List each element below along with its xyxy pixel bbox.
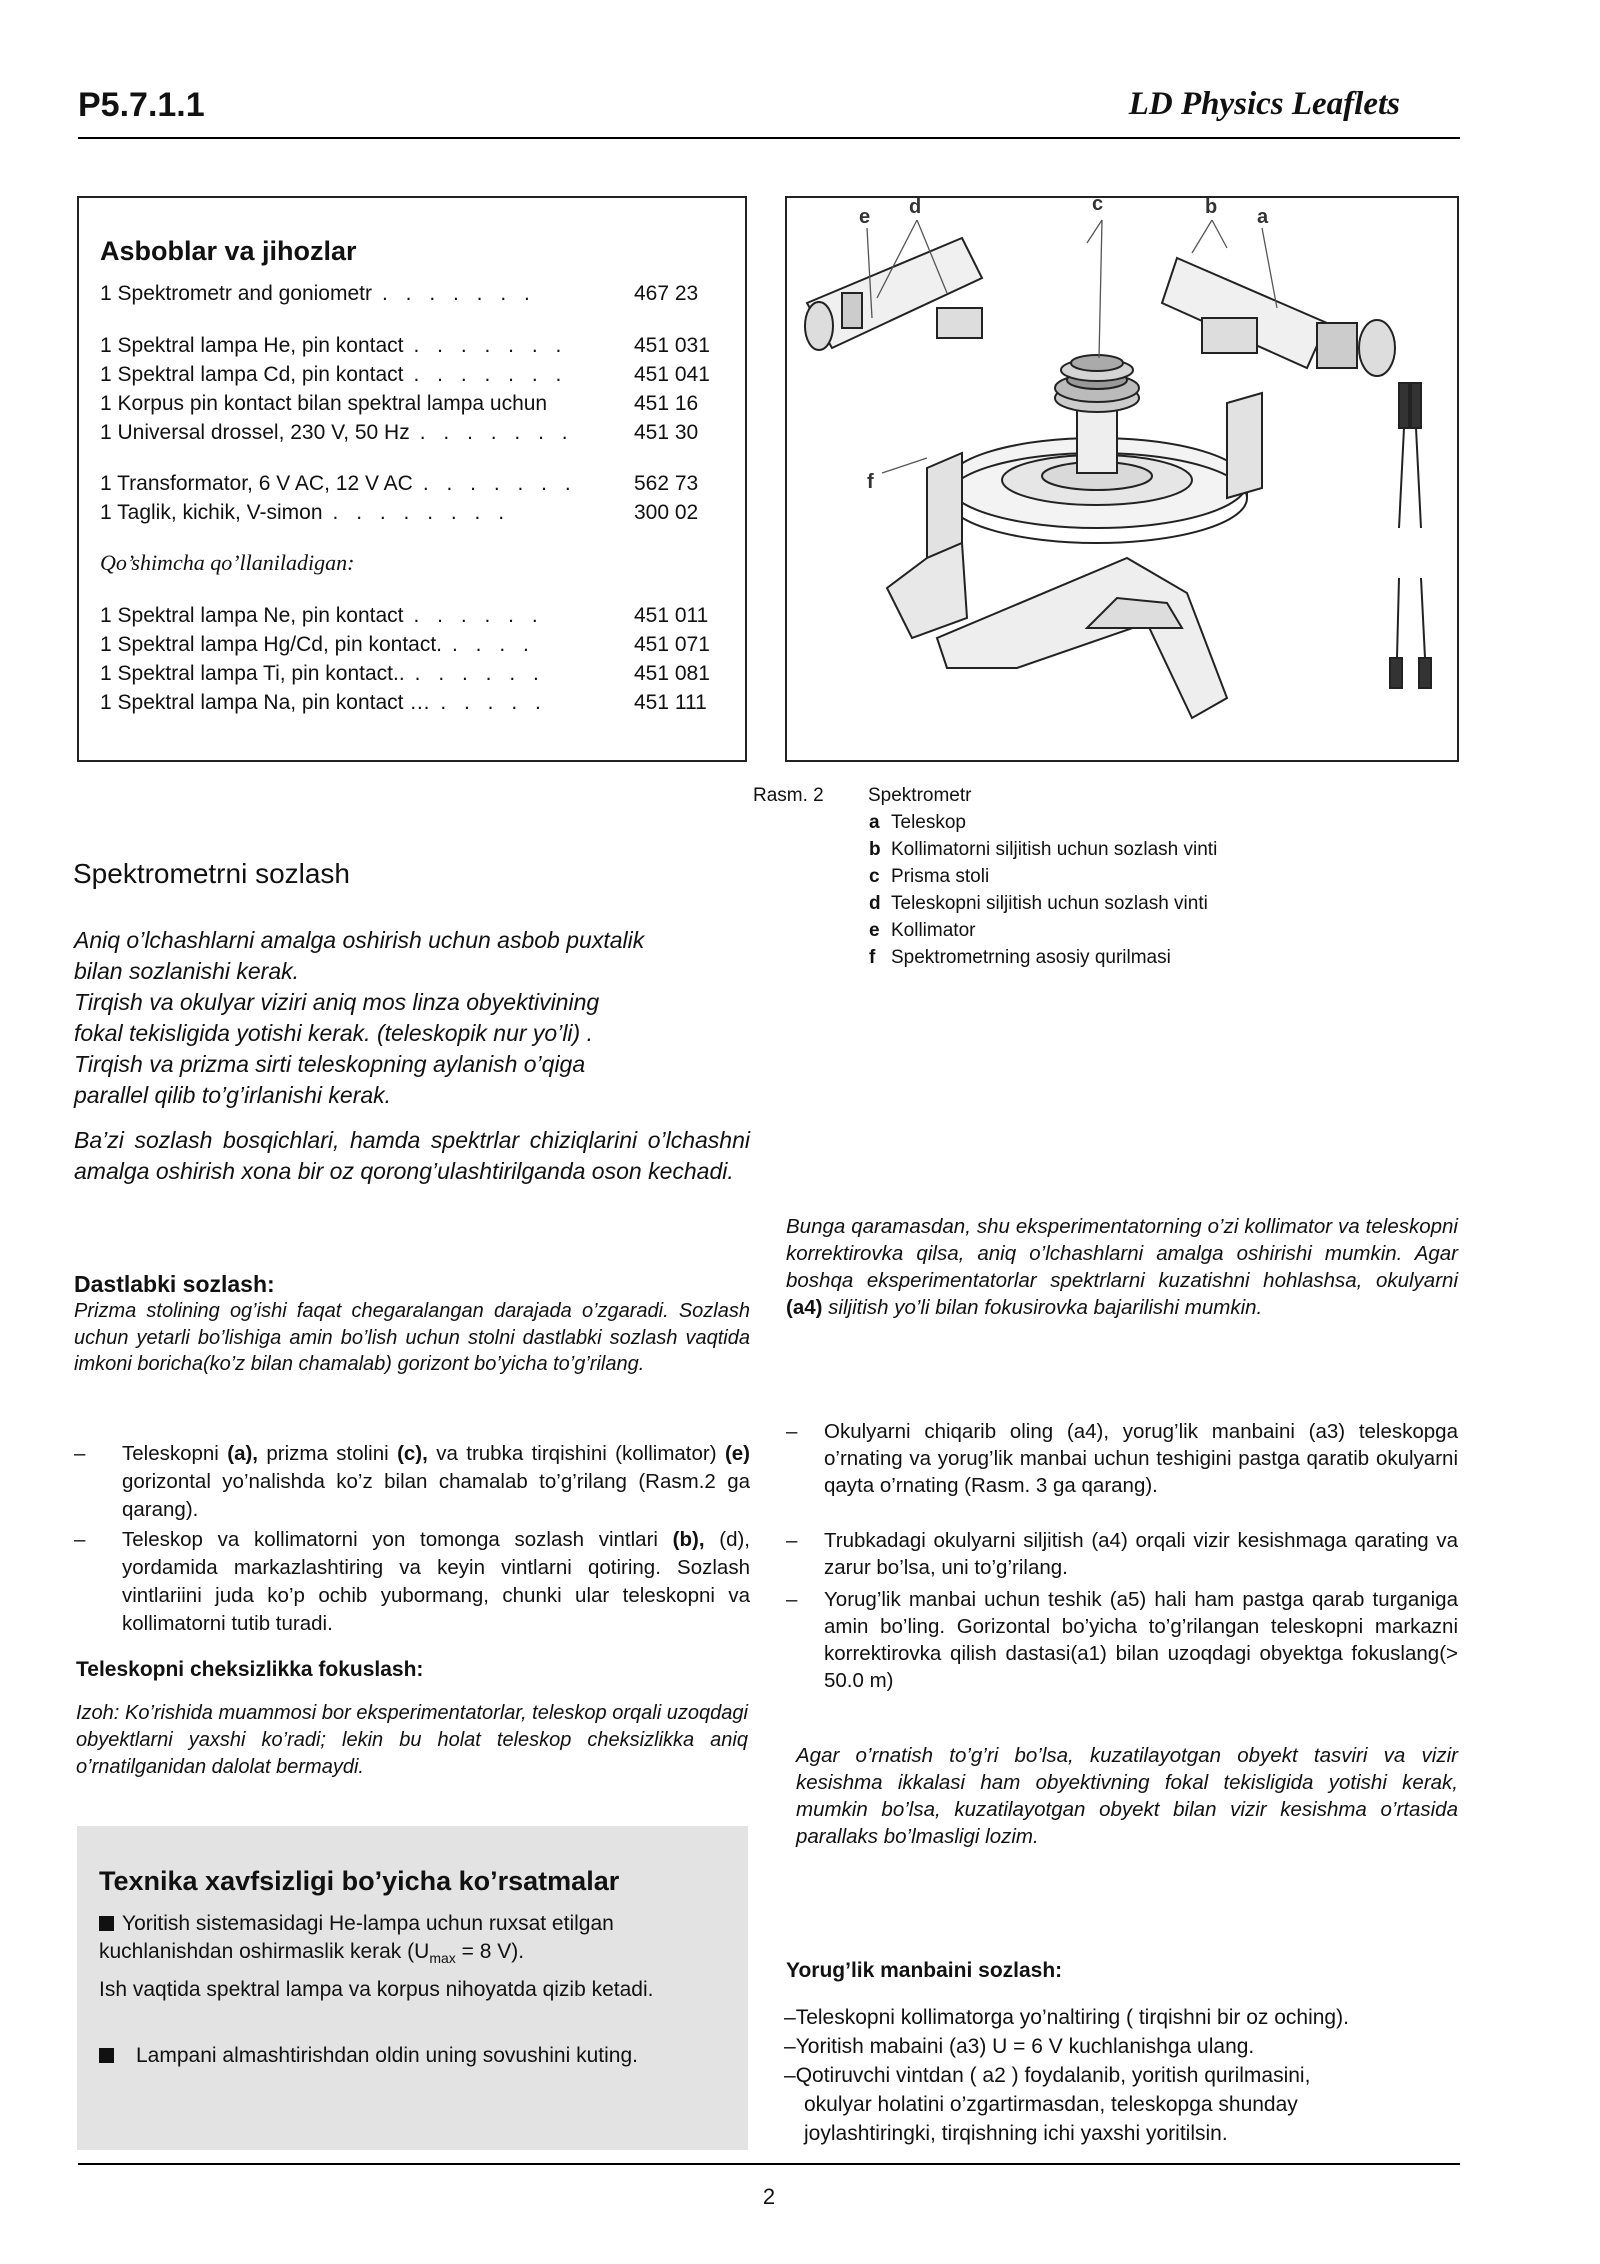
- preliminary-title: Dastlabki sozlash:: [74, 1271, 275, 1297]
- light-step: –Qotiruvchi vintdan ( a2 ) foydalanib, yoritish qurilmasini,: [784, 2064, 1311, 2087]
- equipment-item: 1 Taglik, kichik, V-simon . . . . . . . . 300 02: [100, 501, 699, 524]
- intro-line: parallel qilib to’g’irlanishi kerak.: [74, 1082, 392, 1108]
- caption-item: e Kollimator: [869, 920, 976, 941]
- optional-equipment-item: 1 Spektral lampa Hg/Cd, pin kontact. . . . . 451 071: [100, 633, 710, 656]
- figure-caption-title: Spektrometr: [868, 785, 972, 806]
- caption-item: b Kollimatorni siljitish uchun sozlash vinti: [869, 839, 1218, 860]
- section-title: Spektrometrni sozlash: [73, 858, 351, 889]
- equipment-item: 1 Universal drossel, 230 V, 50 Hz . . . . . . . 451 30: [100, 421, 699, 444]
- light-step: okulyar holatini o’zgartirmasdan, teleskopga shunday: [804, 2093, 1298, 2116]
- preliminary-text: Prizma stolining og’ishi faqat chegaralangan darajada o’zgaradi. Sozlash uchun yetarli bo’lishiga amin bo’lish uchun stolni dastlabki sozlash vaqtida imkoni boricha(ko’z bilan chamalab) gorizont bo’yicha to’g’rilang.: [74, 1300, 750, 1375]
- setup-bullet: – Teleskop va kollimatorni yon tomonga sozlash vintlari (b), (d), yordamida markazlashtiring va keyin vintlarni qotiring. Sozlash vintlariini juda ko’p ochib yubormang, chunki ular teleskopni va kollimatorni tutib turadi.: [74, 1528, 750, 1635]
- dark-room-note: Ba’zi sozlash bosqichlari, hamda spektrlar chiziqlarini o’lchashni amalga oshirish xona bir oz qorong’ulashtirilganda oson kechadi.: [74, 1127, 750, 1184]
- equipment-item: 1 Spektrometr and goniometr . . . . . . . 467 23: [100, 282, 699, 305]
- leaflet-code: P5.7.1.1: [78, 86, 205, 124]
- light-source-title: Yorug’lik manbaini sozlash:: [786, 1959, 1063, 1982]
- optional-equipment-item: 1 Spektral lampa Ti, pin kontact.. . . . . . . 451 081: [100, 662, 710, 685]
- safety-title: Texnika xavfsizligi bo’yicha ko’rsatmalar: [99, 1866, 620, 1896]
- figure-label-f: f: [867, 471, 874, 493]
- safety-item: Ish vaqtida spektral lampa va korpus nihoyatda qizib ketadi.: [99, 1978, 654, 2001]
- equipment-item: 1 Transformator, 6 V AC, 12 V AC . . . . . . . 562 73: [100, 472, 699, 495]
- square-bullet-icon: [99, 2048, 114, 2063]
- figure-label-c: c: [1092, 198, 1104, 215]
- intro-line: Aniq o’lchashlarni amalga oshirish uchun asbob puxtalik: [74, 927, 645, 953]
- focus-title: Teleskopni cheksizlikka fokuslash:: [76, 1658, 424, 1681]
- figure-label-d: d: [909, 198, 922, 218]
- square-bullet-icon: [99, 1916, 114, 1931]
- optional-equipment-item: 1 Spektral lampa Ne, pin kontact . . . . . . 451 011: [100, 604, 709, 627]
- equipment-item: 1 Spektral lampa He, pin kontact . . . . . . . 451 031: [100, 334, 710, 357]
- intro-line: Tirqish va prizma sirti teleskopning aylanish o’qiga: [74, 1051, 586, 1077]
- equipment-title: Asboblar va jihozlar: [100, 236, 357, 266]
- equipment-item: 1 Spektral lampa Cd, pin kontact . . . . . . . 451 041: [100, 363, 710, 386]
- page-number: 2: [762, 2184, 776, 2209]
- footer-rule: [78, 2163, 1460, 2165]
- header-rule: [78, 137, 1460, 139]
- light-step: –Yoritish mabaini (a3) U = 6 V kuchlanishga ulang.: [784, 2035, 1255, 2058]
- figure-caption-label: Rasm. 2: [753, 785, 824, 806]
- figure-label-e: e: [859, 206, 871, 228]
- spectrometer-illustration: [787, 198, 1457, 760]
- parallax-note: Agar o’rnatish to’g’ri bo’lsa, kuzatilayotgan obyekt tasviri va vizir kesishma ikkalasi ham obyektivning fokal tekisligida yotishi kerak, mumkin bo’lsa, kuzatilayotgan obyekt bilan vizir kesishma o’rtasida parallaks bo’lmasligi lozim.: [796, 1744, 1458, 1848]
- safety-item: Lampani almashtirishdan oldin uning sovushini kuting.: [99, 2042, 719, 2070]
- setup-bullet: – Teleskopni (a), prizma stolini (c), va trubka tirqishini (kollimator) (e) gorizontal yo’nalishda ko’z bilan chamalab to’g’rilang (Rasm.2 ga qarang).: [74, 1442, 750, 1521]
- right-intro: Bunga qaramasdan, shu eksperimentatorning o’zi kollimator va teleskopni korrektirovka qilsa, aniq o’lchashlarni amalga oshirishi mumkin. Agar boshqa eksperimentatorlar spektrlarni kuzatishni hohlashsa, okulyarni (a4) siljitish yo’li bilan fokusirovka bajarilishi mumkin.: [786, 1215, 1458, 1319]
- focus-note: Izoh: Ko’rishida muammosi bor eksperimentatorlar, teleskop orqali uzoqdagi obyektlarni yaxshi ko’radi; lekin bu holat teleskop cheksizlikka aniq o’rnatilganidan dalolat bermaydi.: [76, 1702, 748, 1778]
- light-step: joylashtiringki, tirqishning ichi yaxshi yoritilsin.: [804, 2122, 1228, 2145]
- figure-label-b: b: [1205, 198, 1218, 218]
- optional-equipment-item: 1 Spektral lampa Na, pin kontact … . . . . . 451 111: [100, 691, 707, 714]
- caption-item: c Prisma stoli: [869, 866, 990, 887]
- caption-item: f Spektrometrning asosiy qurilmasi: [869, 947, 1171, 968]
- caption-item: d Teleskopni siljitish uchun sozlash vinti: [869, 893, 1208, 914]
- intro-line: fokal tekisligida yotishi kerak. (teleskopik nur yo’li) .: [74, 1020, 593, 1046]
- intro-line: bilan sozlanishi kerak.: [74, 958, 300, 984]
- right-bullet: – Trubkadagi okulyarni siljitish (a4) orqali vizir kesishmaga qarating va zarur bo’lsa, uni to’g’rilang.: [786, 1529, 1458, 1579]
- light-step: –Teleskopni kollimatorga yo’naltiring ( tirqishni bir oz oching).: [784, 2006, 1349, 2029]
- intro-line: Tirqish va okulyar viziri aniq mos linza obyektivining: [74, 989, 600, 1015]
- series-title: LD Physics Leaflets: [1128, 86, 1400, 122]
- right-bullet: – Yorug’lik manbai uchun teshik (a5) hali ham pastga qarab turganiga amin bo’ling. Gorizontal bo’yicha to’g’rilangan teleskopni markazni korrektirovka qilish dastasi(a1) bilan uzoqdagi obyektga fokuslang(> 50.0 m): [786, 1588, 1458, 1692]
- optional-equipment-title: Qo’shimcha qo’llaniladigan:: [100, 550, 355, 575]
- safety-item: Yoritish sistemasidagi He-lampa uchun ruxsat etilgan kuchlanishdan oshirmaslik kerak ($U_{max} = 8$ V).: [99, 1912, 614, 1967]
- caption-item: a Teleskop: [869, 812, 966, 833]
- figure-box: [785, 196, 1459, 762]
- right-bullet: – Okulyarni chiqarib oling (a4), yorug’lik manbaini (a3) teleskopga o’rnating va yorug’lik manbai uchun teshigini pastga qaratib okulyarni qayta o’rnating (Rasm. 3 ga qarang).: [786, 1420, 1458, 1497]
- figure-label-a: a: [1257, 206, 1269, 228]
- equipment-item: 1 Korpus pin kontact bilan spektral lampa uchun 451 16: [100, 392, 699, 415]
